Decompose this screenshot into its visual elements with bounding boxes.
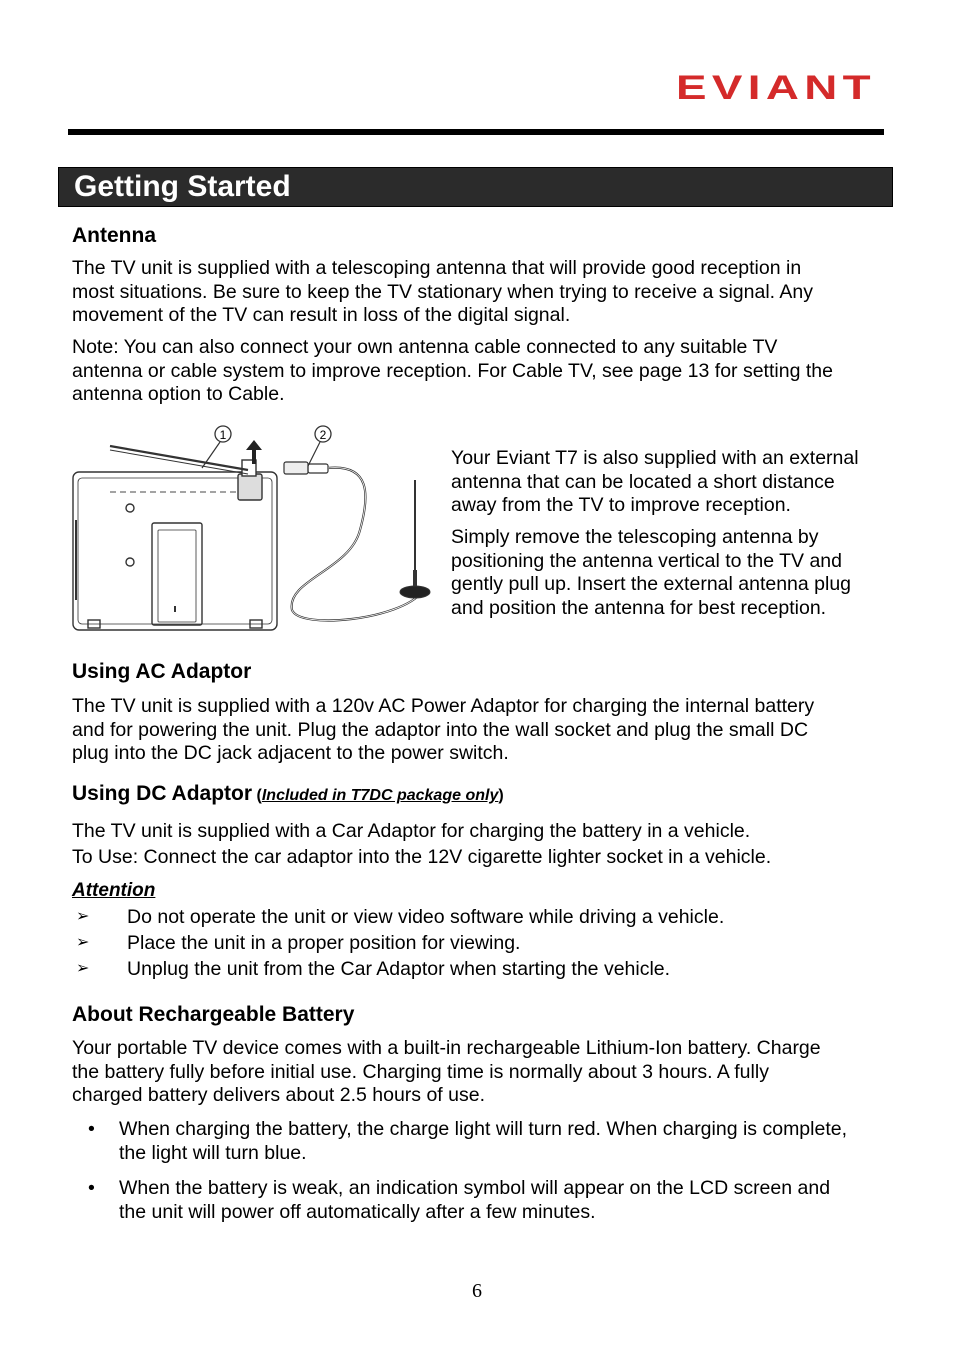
ac-adaptor-para: [72, 695, 902, 766]
text-line: away from the TV to improve reception.: [451, 494, 791, 517]
text-line: most situations. Be sure to keep the TV stationary when trying to receive a signal. Any: [72, 280, 814, 303]
antenna-para-2: [72, 336, 902, 407]
eviant-logo-text: EVIANT: [676, 70, 876, 104]
text-line: Your Eviant T7 is also supplied with an external: [451, 447, 859, 469]
paren-open: (: [256, 787, 262, 804]
text-line: antenna that can be located a short distance: [451, 470, 835, 493]
header-rule: [68, 129, 884, 135]
text-line: Simply remove the telescoping antenna by: [451, 526, 819, 548]
page-number: 6: [472, 1280, 482, 1302]
ac-adaptor-heading: Using AC Adaptor: [72, 660, 252, 683]
text-line: the battery fully before initial use. Charging time is normally about 3 hours. A fully: [72, 1060, 769, 1083]
attention-item-text: Place the unit in a proper position for viewing.: [127, 932, 521, 954]
arrow-bullet-icon: ➢: [76, 908, 90, 925]
package-note: Included in T7DC package only: [261, 787, 499, 804]
text-line: antenna or cable system to improve reception. For Cable TV, see page 13 for setting the: [72, 359, 833, 382]
text-line: movement of the TV can result in loss of the digital signal.: [72, 304, 571, 327]
attention-label: Attention: [72, 880, 156, 901]
text-line: the unit will power off automatically after a few minutes.: [119, 1200, 596, 1223]
dc-line-2: To Use: Connect the car adaptor into the 12V cigarette lighter socket in a vehicle.: [72, 846, 772, 868]
text-line: positioning the antenna vertical to the TV and: [451, 549, 842, 572]
dc-line-1: The TV unit is supplied with a Car Adaptor for charging the battery in a vehicle.: [72, 820, 751, 842]
section-banner: [58, 167, 893, 207]
antenna-side-para-2: [451, 526, 901, 621]
text-line: gently pull up. Insert the external antenna plug: [451, 573, 852, 596]
tv-back-drawing: [73, 460, 277, 630]
text-line: The TV unit is supplied with a telescoping antenna that will provide good reception in: [72, 257, 802, 279]
antenna-illustration: [70, 420, 432, 635]
text-line: The TV unit is supplied with a 120v AC Power Adaptor for charging the internal battery: [72, 695, 815, 717]
callout-2-label: 2: [319, 428, 327, 442]
text-line: and position the antenna for best reception.: [451, 597, 827, 620]
text-line: plug into the DC jack adjacent to the power switch.: [72, 742, 509, 765]
arrow-bullet-icon: ➢: [76, 960, 90, 977]
bullet-dot: •: [88, 1177, 95, 1199]
text-line: When charging the battery, the charge light will turn red. When charging is complete,: [119, 1118, 848, 1140]
telescoping-antenna: [110, 446, 248, 470]
paren-close: ): [498, 787, 504, 804]
arrow-bullet-icon: ➢: [76, 934, 90, 951]
text-line: antenna option to Cable.: [72, 383, 285, 406]
text-line: the light will turn blue.: [119, 1141, 307, 1164]
page-title: Getting Started: [74, 170, 291, 203]
antenna-para-1: [72, 257, 902, 328]
eviant-logo: [676, 70, 886, 104]
dc-adaptor-heading-row: [72, 782, 504, 806]
attention-item-text: Do not operate the unit or view video software while driving a vehicle.: [127, 906, 725, 928]
antenna-side-para-1: [451, 447, 901, 518]
bullet-dot: •: [88, 1118, 95, 1140]
text-line: When the battery is weak, an indication symbol will appear on the LCD screen and: [119, 1177, 831, 1199]
text-line: Note: You can also connect your own antenna cable connected to any suitable TV: [72, 336, 778, 358]
battery-para: [72, 1037, 902, 1108]
antenna-heading: Antenna: [72, 224, 156, 247]
attention-item-text: Unplug the unit from the Car Adaptor when starting the vehicle.: [127, 958, 671, 980]
battery-heading: About Rechargeable Battery: [72, 1003, 355, 1026]
text-line: Your portable TV device comes with a built-in rechargeable Lithium-Ion battery. Charge: [72, 1037, 821, 1059]
external-antenna-drawing: [284, 462, 430, 620]
text-line: charged battery delivers about 2.5 hours of use.: [72, 1084, 486, 1107]
text-line: and for powering the unit. Plug the adaptor into the wall socket and plug the small DC: [72, 718, 809, 741]
dc-adaptor-heading: Using DC Adaptor: [72, 782, 253, 805]
callout-1-label: 1: [219, 428, 227, 442]
